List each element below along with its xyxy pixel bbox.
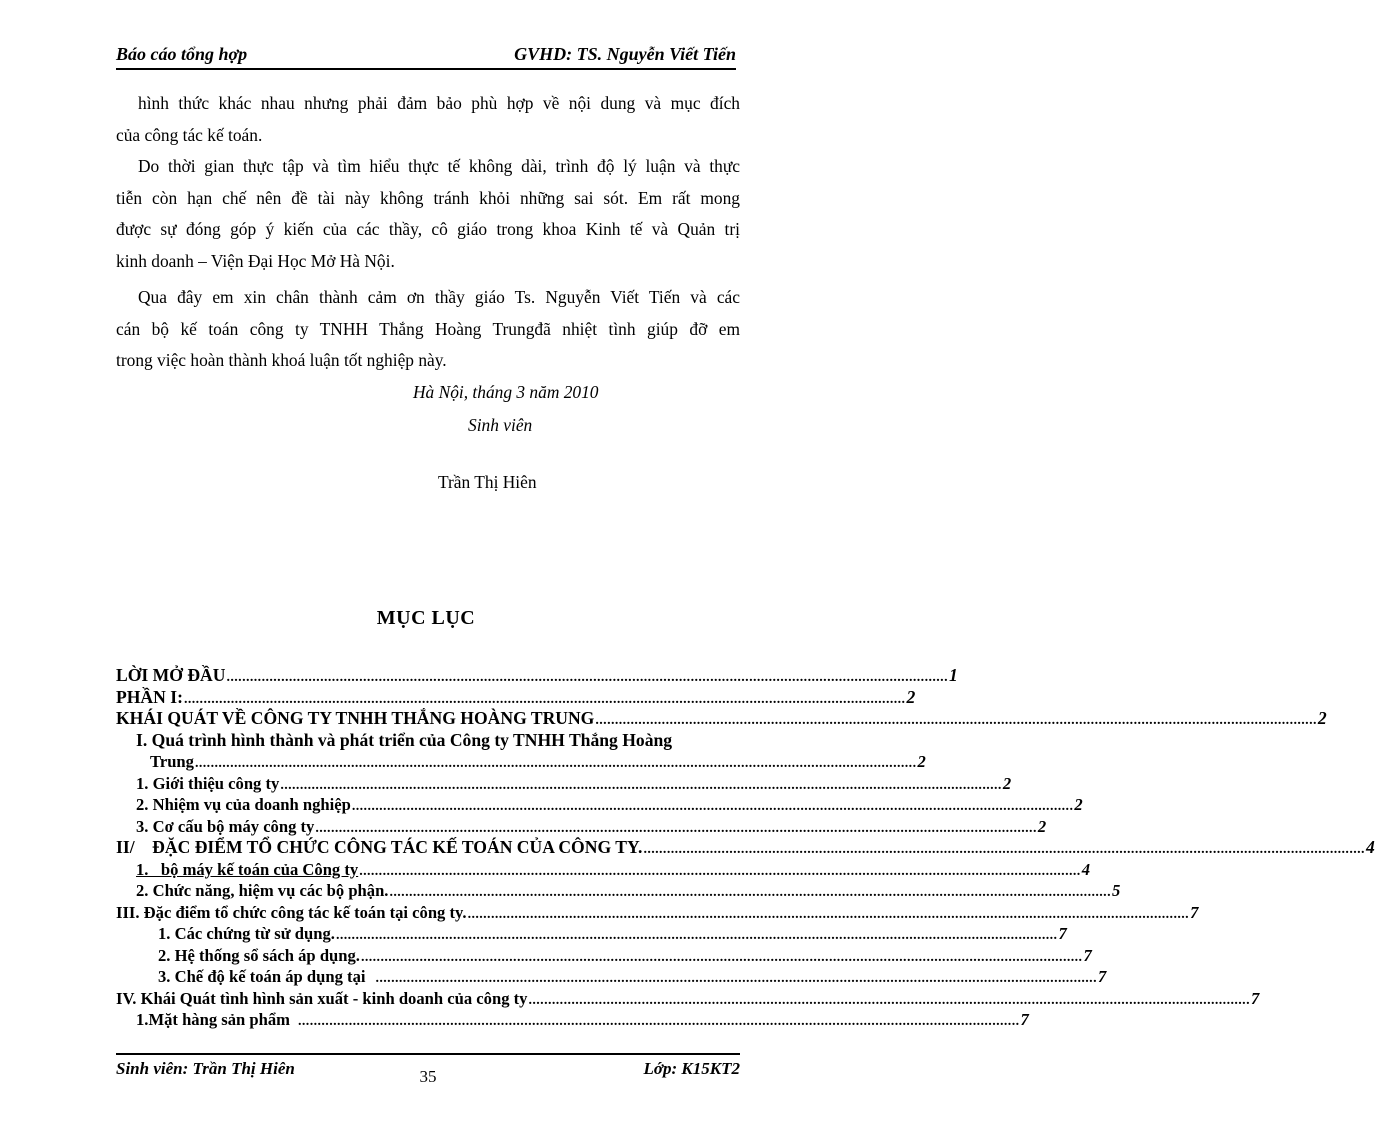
table-of-contents: [116, 665, 1375, 1031]
toc-entry-text: 1. bộ máy kế toán của Công ty: [136, 859, 359, 879]
toc-entry-page: 2: [906, 686, 916, 707]
toc-entry-page: 2: [1317, 708, 1327, 728]
toc-entry[interactable]: [116, 880, 1121, 902]
toc-entry-page: 1: [948, 665, 958, 685]
toc-leader: .........................................................................................................................................................................................: [351, 799, 1074, 814]
toc-leader: .........................................................................................................................................................................................: [643, 842, 1365, 857]
toc-leader: .........................................................................................................................................................................................: [226, 670, 948, 685]
toc-entry-text: 1. Các chứng từ sử dụng.: [158, 924, 335, 943]
signature-name: Trần Thị Hiên: [438, 472, 537, 492]
toc-entry-text: 2. Nhiệm vụ của doanh nghiệp: [136, 795, 351, 814]
toc-title: MỤC LỤC: [376, 607, 476, 629]
header-report-title: Báo cáo tổng hợp: [116, 44, 248, 64]
text-line: được sự đóng góp ý kiến của các thầy, cô giáo trong khoa Kinh tế và Quản trị: [116, 219, 740, 239]
toc-entry[interactable]: [116, 966, 1107, 988]
toc-entry-text: 1. Giới thiệu công ty: [136, 773, 280, 793]
toc-entry-text: 3. Chế độ kế toán áp dụng tại: [158, 967, 366, 986]
toc-entry-page: 4: [1081, 859, 1090, 879]
toc-entry[interactable]: [116, 923, 1067, 945]
toc-entry-text: I. Quá trình hình thành và phát triển của Công ty TNHH Thắng Hoàng: [136, 729, 673, 750]
toc-entry-text: IV. Khái Quát tình hình sản xuất - kinh doanh của công ty: [116, 988, 528, 1008]
toc-entry-text: 2. Chức năng, hiệm vụ các bộ phận.: [136, 881, 389, 900]
toc-entry-page: 7: [1058, 924, 1067, 943]
toc-leader: .........................................................................................................................................................................................: [298, 1014, 1020, 1029]
toc-leader: .........................................................................................................................................................................................: [183, 691, 906, 707]
toc-leader: .........................................................................................................................................................................................: [595, 713, 1317, 728]
page-header: [116, 42, 736, 70]
toc-entry[interactable]: [116, 751, 926, 773]
toc-leader: .........................................................................................................................................................................................: [315, 820, 1037, 836]
toc-entry-page: 7: [1020, 1010, 1029, 1029]
toc-leader: .........................................................................................................................................................................................: [335, 928, 1058, 943]
toc-entry-page: 7: [1250, 988, 1260, 1008]
toc-entry-page: 7: [1190, 902, 1199, 922]
toc-entry[interactable]: [116, 686, 916, 709]
paragraph-2: [116, 151, 740, 277]
toc-entry-page: 2: [1037, 816, 1047, 836]
toc-entry-page: 2: [1074, 795, 1083, 814]
page-footer: [116, 1053, 740, 1085]
toc-entry-page: 7: [1083, 945, 1092, 965]
text-line: Qua đây em xin chân thành cảm ơn thầy giáo Ts. Nguyễn Viết Tiến và các: [138, 287, 740, 307]
toc-entry-text: KHÁI QUÁT VỀ CÔNG TY TNHH THẮNG HOÀNG TRUNG: [116, 708, 595, 728]
toc-entry-page: 2: [917, 752, 926, 771]
text-line: kinh doanh – Viện Đại Học Mở Hà Nội.: [116, 250, 395, 271]
toc-entry[interactable]: [116, 837, 1375, 859]
toc-leader: .........................................................................................................................................................................................: [360, 949, 1083, 965]
text-line: Do thời gian thực tập và tìm hiểu thực tế không dài, trình độ lý luận và thực: [138, 156, 740, 176]
toc-entry-text: II/ ĐẶC ĐIỂM TỔ CHỨC CÔNG TÁC KẾ TOÁN CỦA CÔNG TY.: [116, 837, 643, 857]
footer-class: Lớp: K15KT2: [643, 1059, 740, 1078]
toc-entry-text: III. Đặc điểm tổ chức công tác kế toán tại công ty.: [116, 902, 467, 922]
toc-entry[interactable]: [116, 708, 1327, 730]
toc-entry-text: 1.Mặt hàng sản phẩm: [136, 1010, 290, 1029]
toc-entry[interactable]: [116, 730, 740, 752]
text-line: cán bộ kế toán công ty TNHH Thắng Hoàng Trungđã nhiệt tình giúp đỡ em: [116, 318, 740, 339]
toc-leader: .........................................................................................................................................................................................: [359, 863, 1081, 879]
footer-page-number: 35: [419, 1067, 437, 1086]
toc-entry-text: 2. Hệ thống sổ sách áp dụng.: [158, 945, 360, 965]
text-line: trong việc hoàn thành khoá luận tốt nghiệp này.: [116, 350, 447, 370]
toc-entry[interactable]: [116, 945, 1092, 967]
toc-entry[interactable]: [116, 816, 1047, 838]
toc-entry[interactable]: [116, 665, 958, 687]
toc-entry[interactable]: [116, 859, 1090, 881]
toc-entry-page: 5: [1111, 881, 1121, 900]
toc-entry-text: LỜI MỞ ĐẦU: [116, 665, 226, 685]
header-supervisor: GVHD: TS. Nguyễn Viết Tiến: [514, 44, 736, 64]
toc-leader: .........................................................................................................................................................................................: [528, 992, 1250, 1008]
toc-entry[interactable]: [116, 1009, 1029, 1031]
text-line: của công tác kế toán.: [116, 124, 263, 145]
toc-entry-page: 7: [1097, 967, 1107, 986]
toc-entry[interactable]: [116, 988, 1260, 1010]
footer-student: Sinh viên: Trần Thị Hiên: [116, 1059, 295, 1078]
toc-entry-text: Trung: [150, 752, 194, 771]
text-line: hình thức khác nhau nhưng phải đảm bảo phù hợp về nội dung và mục đích: [138, 93, 740, 113]
toc-leader: .........................................................................................................................................................................................: [280, 777, 1002, 793]
toc-entry-text: 3. Cơ cấu bộ máy công ty: [136, 816, 315, 836]
toc-entry[interactable]: [116, 794, 1083, 816]
paragraph-3: [116, 282, 740, 377]
toc-entry-page: 2: [1002, 773, 1012, 793]
signature-role: Sinh viên: [468, 415, 533, 435]
toc-leader: .........................................................................................................................................................................................: [375, 971, 1097, 986]
toc-entry[interactable]: [116, 773, 1012, 795]
toc-leader: .........................................................................................................................................................................................: [467, 906, 1190, 922]
text-line: tiễn còn hạn chế nên đề tài này không tránh khỏi những sai sót. Em rất mong: [116, 187, 740, 208]
signature-place-date: Hà Nội, tháng 3 năm 2010: [413, 382, 599, 402]
toc-entry[interactable]: [116, 902, 1199, 924]
paragraph-1: [116, 88, 740, 151]
toc-entry-text: PHẦN I:: [116, 686, 183, 707]
toc-entry-page: 4: [1365, 837, 1375, 857]
toc-leader: .........................................................................................................................................................................................: [389, 885, 1111, 900]
toc-leader: .........................................................................................................................................................................................: [194, 756, 917, 771]
